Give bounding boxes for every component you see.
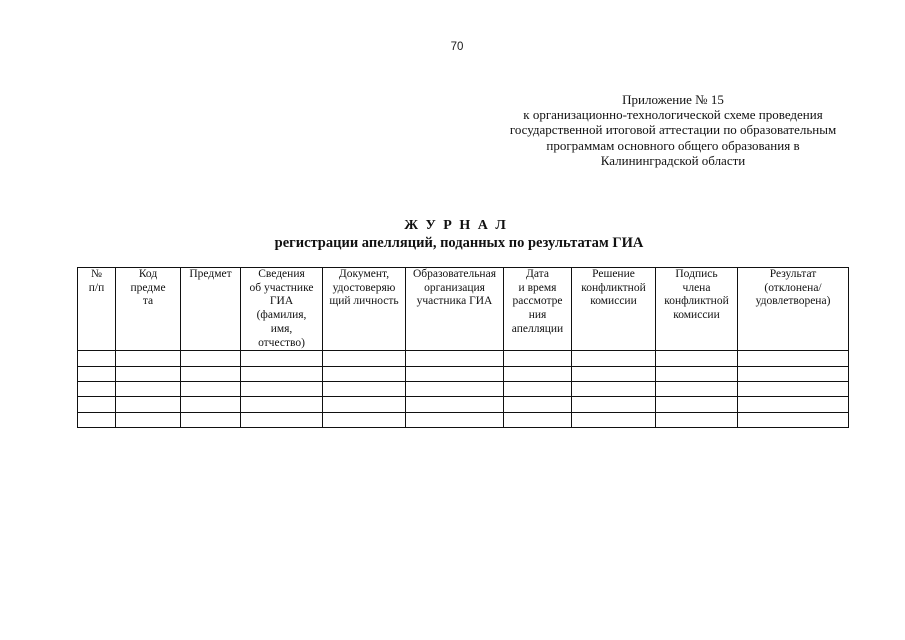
table-cell — [738, 366, 849, 381]
table-cell — [738, 397, 849, 412]
table-cell — [656, 366, 738, 381]
table-cell — [241, 412, 323, 427]
table-cell — [181, 351, 241, 366]
table-cell — [738, 351, 849, 366]
table-cell — [323, 412, 406, 427]
table-cell — [116, 366, 181, 381]
table-cell — [504, 412, 572, 427]
header-participant-info: Сведения об участнике ГИА (фамилия, имя, отчество) — [241, 268, 323, 351]
table-cell — [406, 412, 504, 427]
table-cell — [116, 351, 181, 366]
table-cell — [504, 366, 572, 381]
table-row — [78, 412, 849, 427]
table-cell — [116, 397, 181, 412]
appendix-line: государственной итоговой аттестации по образовательным — [509, 122, 837, 138]
table-cell — [572, 351, 656, 366]
header-identity-document: Документ, удостоверяю щий личность — [323, 268, 406, 351]
header-result: Результат (отклонена/ удовлетворена) — [738, 268, 849, 351]
table-cell — [656, 382, 738, 397]
table-cell — [78, 351, 116, 366]
header-subject: Предмет — [181, 268, 241, 351]
table-cell — [504, 351, 572, 366]
table-cell — [572, 366, 656, 381]
appeals-register-table — [77, 267, 849, 428]
table-cell — [181, 366, 241, 381]
table-cell — [656, 412, 738, 427]
table-cell — [181, 382, 241, 397]
table-cell — [738, 382, 849, 397]
header-row-number: № п/п — [78, 268, 116, 351]
header-educational-organization: Образовательная организация участника ГИА — [406, 268, 504, 351]
table-cell — [181, 397, 241, 412]
header-subject-code: Код предме та — [116, 268, 181, 351]
table-cell — [572, 382, 656, 397]
table-row — [78, 351, 849, 366]
table-cell — [78, 382, 116, 397]
table-cell — [241, 382, 323, 397]
table-cell — [181, 412, 241, 427]
table-cell — [323, 351, 406, 366]
table-cell — [241, 366, 323, 381]
journal-title: Ж У Р Н А Л — [404, 218, 508, 233]
table-header-row — [78, 268, 849, 351]
table-cell — [116, 412, 181, 427]
table-cell — [406, 397, 504, 412]
table-cell — [323, 382, 406, 397]
journal-subtitle: регистрации апелляций, поданных по результатам ГИА — [274, 235, 644, 251]
header-commission-member-signature: Подпись члена конфликтной комиссии — [656, 268, 738, 351]
table-cell — [323, 366, 406, 381]
table-cell — [116, 382, 181, 397]
table-cell — [241, 351, 323, 366]
header-review-date-time: Дата и время рассмотре ния апелляции — [504, 268, 572, 351]
header-commission-decision: Решение конфликтной комиссии — [572, 268, 656, 351]
appendix-line: программам основного общего образования в — [546, 137, 800, 153]
table-cell — [504, 382, 572, 397]
table-cell — [406, 366, 504, 381]
table-row — [78, 366, 849, 381]
table-cell — [504, 397, 572, 412]
appendix-note — [490, 92, 856, 168]
table-cell — [241, 397, 323, 412]
table-cell — [572, 397, 656, 412]
table-cell — [78, 397, 116, 412]
page-number: 70 — [450, 41, 464, 53]
table-cell — [406, 351, 504, 366]
table-cell — [78, 366, 116, 381]
appendix-line-number: Приложение № 15 — [622, 92, 724, 107]
table-row — [78, 397, 849, 412]
appendix-line: к организационно-технологической схеме проведения — [523, 107, 823, 123]
table-row — [78, 382, 849, 397]
table-cell — [78, 412, 116, 427]
table-cell — [572, 412, 656, 427]
table-cell — [656, 397, 738, 412]
table-cell — [656, 351, 738, 366]
table-cell — [738, 412, 849, 427]
table-cell — [406, 382, 504, 397]
appendix-line: Калининградской области — [600, 152, 746, 168]
table-cell — [323, 397, 406, 412]
